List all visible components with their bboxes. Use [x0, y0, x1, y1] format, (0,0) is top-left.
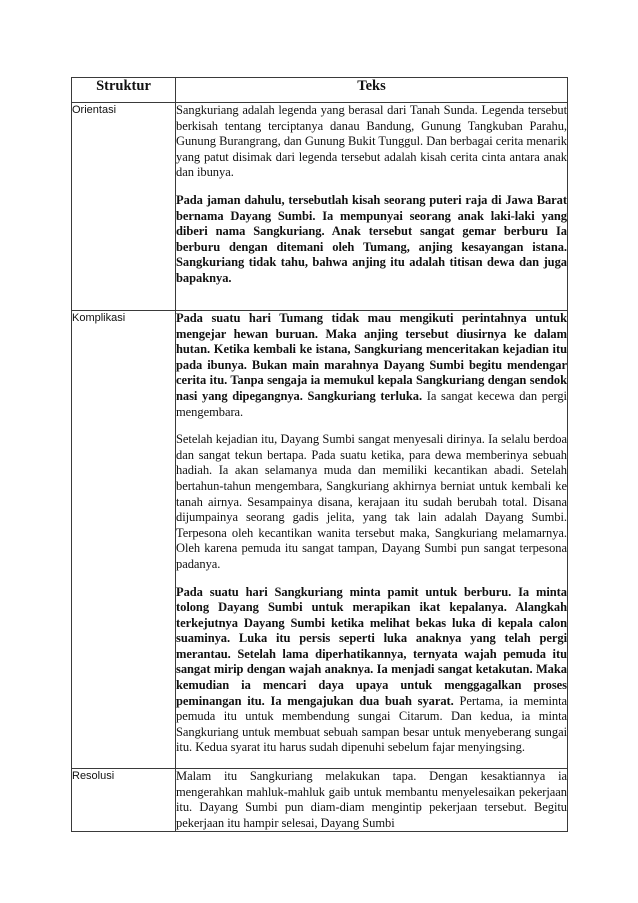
row-label-resolusi: Resolusi: [72, 769, 176, 832]
paragraph-bold: Pada jaman dahulu, tersebutlah kisah seorang puteri raja di Jawa Barat bernama Dayang Sumbi. Ia mempunyai seorang anak laki-laki yang diberi nama Sangkuriang. Anak tersebut sangat gemar berburu Ia berburu dengan ditemani oleh Tumang, anjing kesayangan istana. Sangkuriang tidak tahu, bahwa anjing itu adalah titisan dewa dan juga bapaknya.: [176, 192, 567, 285]
paragraph: Malam itu Sangkuriang melakukan tapa. Dengan kesaktiannya ia mengerahkan mahluk-mahluk gaib untuk membantu menyelesaikan pekerjaan itu. Dayang Sumbi pun diam-diam mengintip pekerjaan tersebut. Begitu pekerjaan itu hampir selesai, Dayang Sumbi: [176, 769, 567, 830]
row-text-orientasi: [176, 103, 568, 311]
row-label-komplikasi: Komplikasi: [72, 311, 176, 769]
header-struktur: Struktur: [72, 78, 176, 103]
paragraph-regular-part: Pertama, ia meminta pemuda itu untuk membendung sungai Citarum. Dan kedua, ia minta Sangkuriang untuk membuat sebuah sampan besar untuk menyeberang sungai itu. Kedua syarat itu harus sudah dipenuhi sebelum fajar menyingsing.: [176, 693, 567, 755]
paragraph-bold-part: Pada suatu hari Sangkuriang minta pamit untuk berburu. Ia minta tolong Dayang Sumbi untuk merapikan ikat kepalanya. Alangkah terkejutnya Dayang Sumbi ketika melihat bekas luka di kepala calon suaminya. Luka itu persis seperti luka anaknya yang telah pergi merantau. Setelah lama diperhatikannya, ternyata wajah pemuda itu sangat mirip dengan wajah anaknya. Ia menjadi sangat ketakutan. Maka kemudian ia mencari daya upaya untuk menggagalkan proses peminangan itu. Ia mengajukan dua buah syarat.: [176, 584, 567, 708]
table-row-resolusi: [72, 769, 568, 832]
paragraph-regular-part: Ia sangat kecewa dan pergi mengembara.: [176, 388, 567, 419]
struktur-teks-table: [71, 77, 568, 832]
table-header-row: [72, 78, 568, 103]
header-teks: Teks: [176, 78, 568, 103]
table-row-orientasi: [72, 103, 568, 311]
paragraph-mixed: [176, 585, 567, 757]
paragraph: Sangkuriang adalah legenda yang berasal dari Tanah Sunda. Legenda tersebut berkisah tentang terciptanya danau Bandung, Gunung Tangkuban Parahu, Gunung Burangrang, dan Gunung Bukit Tunggul. Dan berbagai cerita menarik yang patut disimak dari legenda tersebut adalah kisah cerita cinta antara anak dan ibunya.: [176, 103, 567, 180]
row-text-resolusi: [176, 769, 568, 832]
row-label-orientasi: Orientasi: [72, 103, 176, 311]
row-text-komplikasi: [176, 311, 568, 769]
paragraph-bold-part: Pada suatu hari Tumang tidak mau mengikuti perintahnya untuk mengejar hewan buruan. Maka anjing tersebut diusirnya ke dalam hutan. Ketika kembali ke istana, Sangkuriang menceritakan kejadian itu pada ibunya. Bukan main marahnya Dayang Sumbi begitu mendengar cerita itu. Tanpa sengaja ia memukul kepala Sangkuriang dengan sendok nasi yang dipegangnya. Sangkuriang terluka.: [176, 311, 567, 403]
paragraph: Setelah kejadian itu, Dayang Sumbi sangat menyesali dirinya. Ia selalu berdoa dan sangat tekun bertapa. Pada suatu ketika, para dewa memberinya sebuah hadiah. Ia akan selamanya muda dan memiliki kecantikan abadi. Setelah bertahun-tahun mengembara, Sangkuriang akhirnya berniat untuk kembali ke tanah airnya. Sesampainya disana, kerajaan itu sudah berubah total. Disana dijumpainya seorang gadis jelita, yang tak lain adalah Dayang Sumbi. Terpesona oleh kecantikan wanita tersebut maka, Sangkuriang melamarnya. Oleh karena pemuda itu sangat tampan, Dayang Sumbi pun sangat terpesona padanya.: [176, 432, 567, 571]
table-row-komplikasi: [72, 311, 568, 769]
paragraph-mixed: [176, 311, 567, 420]
